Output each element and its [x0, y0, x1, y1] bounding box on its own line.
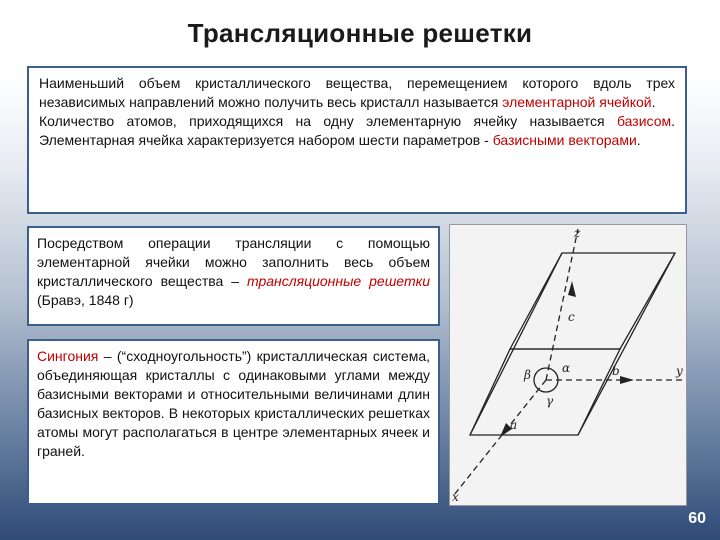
- page-title: Трансляционные решетки: [187, 18, 533, 48]
- gamma-label: γ: [546, 394, 554, 408]
- syngony-box: [27, 339, 440, 505]
- syngony-text: [37, 347, 430, 461]
- unit-cell-figure: [449, 224, 687, 506]
- b-arrowhead: [620, 376, 634, 384]
- term-unit-cell: элементарной ячейкой: [502, 94, 652, 110]
- term-basis: базисом: [616, 113, 672, 129]
- translation-box: [27, 226, 440, 326]
- basis-definition: [39, 112, 675, 150]
- text: – (“сходноугольность”) кристаллическая система, объединяющая кристаллы с одинаковыми углами между базисными векторами и относительными величинами длин базисных векторов. В некоторых кристаллических решетках атомы могут располагаться в центре элементарных ячеек и граней.: [37, 348, 430, 459]
- z-axis: [546, 229, 578, 380]
- x-axis: [454, 380, 546, 495]
- c-vector-label: c: [568, 310, 575, 324]
- x-axis-label: x: [452, 490, 459, 504]
- z-axis-label: z: [574, 226, 581, 240]
- term-basis-vectors: базисными векторами: [492, 132, 637, 148]
- unit-cell-definition: [39, 74, 675, 112]
- b-vector-label: b: [612, 364, 620, 378]
- term-translation-lattices: трансляционные решетки: [246, 273, 430, 289]
- text: .: [636, 132, 641, 148]
- cell-top-face: [510, 253, 675, 349]
- term-syngony: Сингония: [37, 348, 99, 364]
- translation-text: [37, 234, 430, 310]
- text: Посредством операции трансляции с помощью элементарной ячейки можно заполнить весь объем кристаллического вещества –: [37, 235, 430, 289]
- unit-cell-diagram: [450, 225, 688, 507]
- text: Количество атомов, приходящихся на одну элементарную ячейку называется: [39, 113, 617, 129]
- text: .: [651, 94, 656, 110]
- text: Наименьший объем кристаллического вещества, перемещением которого вдоль трех независимых направлений можно получить весь кристалл называется: [39, 75, 675, 110]
- a-vector-label: a: [510, 418, 518, 432]
- text: (Бравэ, 1848 г): [37, 292, 134, 308]
- definition-box: [27, 66, 687, 214]
- beta-label: β: [524, 368, 531, 382]
- cell-edge: [578, 253, 675, 435]
- alpha-label: α: [562, 361, 571, 375]
- text: . Элементарная ячейка характеризуется набором шести параметров -: [39, 113, 675, 148]
- y-axis-label: y: [676, 364, 683, 378]
- page-number: 60: [688, 510, 706, 527]
- c-arrowhead: [568, 281, 576, 297]
